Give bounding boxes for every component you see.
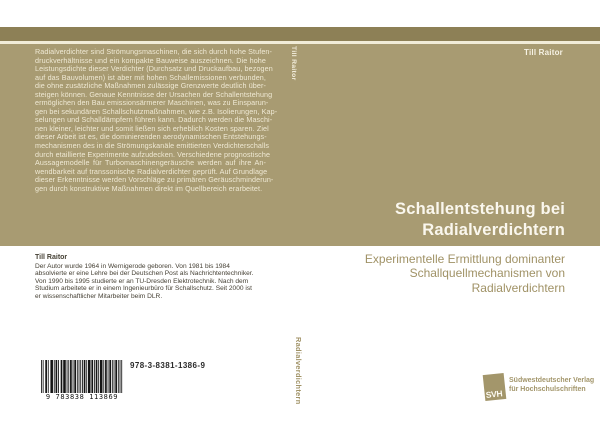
top-dark-band bbox=[0, 27, 600, 41]
publisher-name-line2: für Hochschulschriften bbox=[509, 385, 586, 393]
book-title bbox=[395, 199, 565, 241]
isbn-number: 978-3-8381-1386-9 bbox=[130, 361, 206, 370]
publisher-name-line1: Südwestdeutscher Verlag bbox=[509, 377, 595, 384]
spine-author-text: Till Raitor bbox=[290, 46, 297, 81]
book-subtitle bbox=[365, 252, 565, 295]
blurb-line: steigen können. Genaue Kenntnisse der Ursachen der Schallentstehung bbox=[35, 89, 273, 99]
svh-publisher-logo bbox=[483, 373, 507, 401]
publisher-name bbox=[509, 377, 594, 394]
front-cover-author: Till Raitor bbox=[524, 48, 563, 57]
author-bio-line: Der Autor wurde 1964 in Wernigerode geboren. Von 1981 bis 1984 bbox=[35, 263, 230, 270]
back-cover-blurb bbox=[35, 47, 278, 193]
blurb-line: auf das Bauvolumen) ist aber mit hohen Schallemissionen verbunden, bbox=[35, 72, 266, 82]
blurb-line: ermöglichen den Bau emissionsärmerer Maschinen, was zu Einsparun- bbox=[35, 98, 269, 108]
blurb-line: dieser Erkenntnisse werden Vorschläge zu primären Geräuschminderun- bbox=[35, 175, 274, 185]
blurb-line: dieser Arbeit ist es, die dominierenden aerodynamischen Entstehungs- bbox=[35, 132, 267, 142]
author-bio-lines bbox=[35, 263, 275, 300]
author-bio bbox=[35, 253, 275, 300]
author-bio-line: er wissenschaftlicher Mitarbeiter beim DLR. bbox=[35, 292, 163, 300]
spine-title-text: Radialverdichtern bbox=[294, 337, 303, 405]
author-bio-line: Von 1990 bis 1995 studierte er an TU-Dresden Elektrotechnik. Nach dem bbox=[35, 277, 249, 285]
book-title-line2: Radialverdichtern bbox=[422, 221, 565, 239]
blurb-line: die ohne zusätzliche Maßnahmen zulässige Grenzwerte deutlich über- bbox=[35, 81, 266, 91]
isbn-barcode bbox=[41, 360, 123, 406]
blurb-line: nen kleiner, leichter und somit ließen sich erheblich Kosten sparen. Ziel bbox=[35, 123, 269, 133]
subtitle-line: Radialverdichtern bbox=[471, 280, 565, 295]
author-bio-line: absolvierte er eine Lehre bei der Deutschen Post als Nachrichtentechniker. bbox=[35, 270, 254, 278]
author-bio-heading: Till Raitor bbox=[35, 254, 68, 261]
blurb-line: gen bei sekundären Schallschutzmaßnahmen, wie z.B. Isolierungen, Kap- bbox=[35, 106, 278, 116]
subtitle-line: Experimentelle Ermittlung dominanter bbox=[364, 252, 565, 266]
book-title-line1: Schallentstehung bei bbox=[395, 200, 565, 218]
barcode-digits: 9 783838 113869 bbox=[41, 393, 123, 401]
blurb-line: Radialverdichter sind Strömungsmaschinen, die sich durch hohe Stufen- bbox=[35, 47, 273, 56]
blurb-line: Aussagemodelle für Turbomaschinengeräusche werden auf ihre An- bbox=[35, 158, 266, 168]
blurb-line: Leistungsdichte dieser Verdichter (Durchsatz und Druckaufbau, bezogen bbox=[35, 64, 273, 74]
svh-logo-text: SVH bbox=[485, 388, 503, 400]
blurb-line: druckverhältnisse und ein kompakte Bauweise auszeichnen. Die hohe bbox=[35, 55, 266, 65]
blurb-line: selungen und Schalldämpfern führen kann. Dadurch werden die Maschi- bbox=[35, 115, 273, 125]
subtitle-line: Schallquellmechanismen von bbox=[409, 266, 565, 281]
blurb-line: wendbarkeit auf transsonische Radialverdichter geprüft. Auf Grundlage bbox=[35, 166, 268, 176]
author-bio-line: Studium arbeitete er in einem Ingenieurbüro für Schallschutz. Seit 2000 ist bbox=[35, 285, 252, 293]
blurb-line: mechanismen des in die Strömungskanäle emittierten Verdichterschalls bbox=[35, 141, 270, 151]
blurb-line: gen durch konstruktive Maßnahmen direkt im Quellbereich erarbeitet. bbox=[35, 183, 263, 193]
blurb-line: durch etaillierte Experimente aufzudecken. Verschiedene prognostische bbox=[35, 149, 271, 159]
